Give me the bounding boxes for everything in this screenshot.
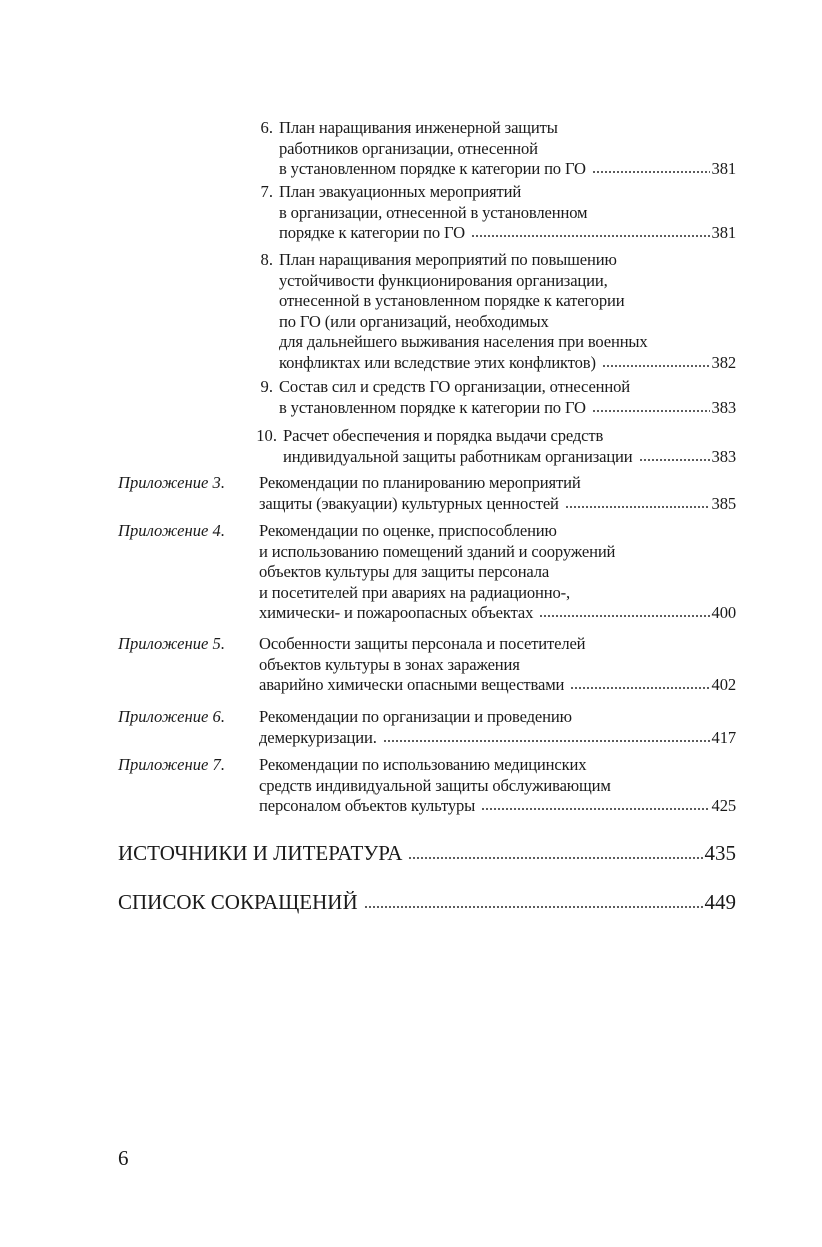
entry-text: объектов культуры для защиты персонала bbox=[259, 562, 550, 582]
entry-text: Рекомендации по планированию мероприятий bbox=[259, 473, 581, 492]
dot-leader bbox=[364, 905, 703, 909]
section-title: СПИСОК СОКРАЩЕНИЙ bbox=[118, 890, 358, 914]
dot-leader bbox=[639, 458, 710, 462]
toc-entry-line bbox=[279, 376, 630, 397]
toc-entry-line bbox=[279, 117, 558, 138]
section-title: ИСТОЧНИКИ И ЛИТЕРАТУРА bbox=[118, 841, 403, 865]
dot-leader bbox=[602, 364, 710, 368]
toc-entry-line bbox=[279, 397, 736, 418]
entry-text: конфликтах или вследствие этих конфликтов) bbox=[279, 353, 596, 372]
entry-text: Расчет обеспечения и порядка выдачи средств bbox=[283, 426, 604, 445]
toc-entry-line bbox=[259, 602, 736, 623]
entry-text: в организации, отнесенной в установленном bbox=[279, 202, 588, 222]
dot-leader bbox=[408, 856, 702, 860]
toc-entry-line bbox=[259, 754, 586, 775]
dot-leader bbox=[570, 686, 709, 690]
toc-entry-line bbox=[279, 352, 736, 373]
dot-leader bbox=[383, 739, 710, 743]
entry-text: План наращивания мероприятий по повышению bbox=[279, 250, 617, 269]
page-ref: 381 bbox=[711, 159, 736, 179]
entry-text: защиты (эвакуации) культурных ценностей bbox=[259, 493, 559, 513]
dot-leader bbox=[592, 409, 710, 413]
entry-text: по ГО (или организаций, необходимых bbox=[279, 311, 549, 331]
toc-entry-line bbox=[259, 633, 585, 654]
entry-text: и посетителей при авариях на радиационно-, bbox=[259, 582, 571, 602]
page-ref: 402 bbox=[711, 675, 736, 695]
toc-entry-line bbox=[259, 654, 520, 675]
entry-text: План наращивания инженерной защиты bbox=[279, 118, 558, 137]
page-ref: 400 bbox=[711, 603, 736, 623]
toc-entry-line bbox=[279, 222, 736, 243]
dot-leader bbox=[471, 234, 710, 238]
entry-text: порядке к категории по ГО bbox=[279, 223, 465, 243]
toc-entry-line bbox=[279, 202, 587, 223]
toc-section[interactable] bbox=[118, 840, 736, 866]
item-number: 8. bbox=[260, 250, 273, 269]
toc-entry-line bbox=[259, 472, 581, 493]
toc-entry-line bbox=[259, 493, 736, 514]
entry-text: работников организации, отнесенной bbox=[279, 138, 538, 158]
page-ref: 383 bbox=[711, 397, 736, 417]
toc-entry-line bbox=[259, 775, 611, 796]
toc-entry-line bbox=[279, 181, 521, 202]
entry-text: и использованию помещений зданий и сооружений bbox=[259, 541, 616, 561]
appendix-label: Приложение 5. bbox=[118, 634, 225, 653]
appendix-label: Приложение 4. bbox=[118, 521, 225, 540]
dot-leader bbox=[592, 170, 710, 174]
page-ref: 383 bbox=[711, 446, 736, 466]
toc-entry-line bbox=[283, 446, 736, 467]
toc-entry-line bbox=[259, 706, 572, 727]
entry-text: в установленном порядке к категории по ГО bbox=[279, 159, 586, 179]
entry-text: для дальнейшего выживания населения при военных bbox=[279, 332, 648, 352]
appendix-label: Приложение 3. bbox=[118, 473, 225, 492]
toc-entry-line bbox=[279, 158, 736, 179]
item-number: 7. bbox=[260, 182, 273, 201]
toc-section[interactable] bbox=[118, 889, 736, 915]
toc-entry-line bbox=[279, 249, 617, 270]
page-ref: 382 bbox=[711, 353, 736, 372]
toc-entry-line bbox=[259, 561, 549, 582]
appendix-label: Приложение 7. bbox=[118, 755, 225, 774]
toc-entry-line bbox=[259, 541, 615, 562]
toc-entry-line bbox=[283, 425, 603, 446]
toc-entry-line bbox=[279, 311, 549, 332]
dot-leader bbox=[565, 505, 710, 509]
entry-text: персоналом объектов культуры bbox=[259, 796, 476, 816]
toc-entry-line bbox=[279, 290, 624, 311]
item-number: 6. bbox=[260, 118, 273, 137]
page-ref: 435 bbox=[704, 841, 736, 865]
entry-text: аварийно химически опасными веществами bbox=[259, 675, 565, 695]
dot-leader bbox=[539, 614, 709, 618]
page-ref: 385 bbox=[711, 493, 736, 513]
entry-text: Рекомендации по оценке, приспособлению bbox=[259, 521, 557, 540]
page-ref: 449 bbox=[704, 890, 736, 914]
entry-text: химически- и пожароопасных объектах bbox=[259, 603, 534, 623]
item-number: 10. bbox=[256, 426, 277, 445]
page-number: 6 bbox=[118, 1146, 129, 1170]
page-ref: 417 bbox=[711, 727, 736, 747]
entry-text: в установленном порядке к категории по ГО bbox=[279, 397, 586, 417]
toc-entry-line bbox=[279, 270, 608, 291]
page-ref: 381 bbox=[711, 223, 736, 243]
entry-text: демеркуризации. bbox=[259, 727, 377, 747]
toc-entry-line bbox=[259, 520, 557, 541]
toc-entry-line bbox=[259, 582, 570, 603]
dot-leader bbox=[481, 807, 709, 811]
entry-text: Рекомендации по использованию медицинских bbox=[259, 755, 587, 774]
entry-text: Особенности защиты персонала и посетителей bbox=[259, 634, 586, 653]
entry-text: устойчивости функционирования организации, bbox=[279, 270, 608, 290]
appendix-label: Приложение 6. bbox=[118, 707, 225, 726]
toc-entry-line bbox=[279, 331, 648, 352]
entry-text: отнесенной в установленном порядке к категории bbox=[279, 291, 625, 311]
item-number: 9. bbox=[260, 377, 273, 396]
toc-entry-line bbox=[279, 138, 538, 159]
entry-text: индивидуальной защиты работникам организации bbox=[283, 446, 633, 466]
toc-entry-line bbox=[259, 674, 736, 695]
toc-entry-line bbox=[259, 795, 736, 816]
page-ref: 425 bbox=[711, 796, 736, 816]
entry-text: Состав сил и средств ГО организации, отнесенной bbox=[279, 377, 631, 396]
entry-text: объектов культуры в зонах заражения bbox=[259, 654, 520, 674]
toc-entry-line bbox=[259, 727, 736, 748]
entry-text: Рекомендации по организации и проведению bbox=[259, 707, 572, 726]
entry-text: средств индивидуальной защиты обслуживающим bbox=[259, 775, 611, 795]
entry-text: План эвакуационных мероприятий bbox=[279, 182, 522, 201]
